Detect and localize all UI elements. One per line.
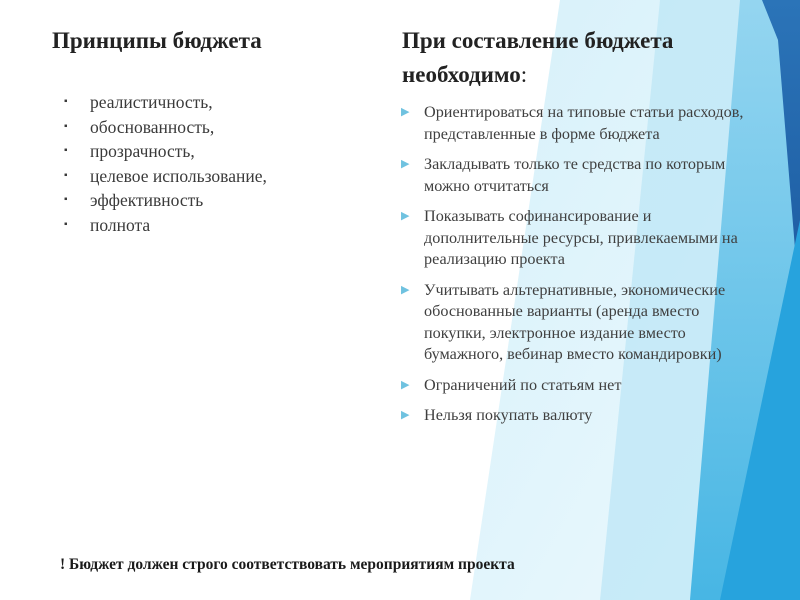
list-item xyxy=(62,90,382,115)
list-item xyxy=(399,154,744,197)
triangle-bullet-icon: ▶ xyxy=(401,409,410,421)
list-item-text: Показывать софинансирование и дополнительные ресурсы, привлекаемыми на реализацию проекта xyxy=(424,207,738,268)
list-item-text: Закладывать только те средства по которым можно отчитаться xyxy=(424,155,726,195)
square-bullet-icon: ▪ xyxy=(64,96,68,107)
square-bullet-icon: ▪ xyxy=(64,169,68,181)
list-item-text: обоснованность, xyxy=(90,116,215,137)
triangle-bullet-icon: ▶ xyxy=(401,283,410,296)
list-item xyxy=(399,102,744,145)
square-bullet-icon: ▪ xyxy=(64,218,68,230)
list-item-text: Ориентироваться на типовые статьи расходов, представленные в форме бюджета xyxy=(424,103,744,143)
principles-list xyxy=(62,90,382,237)
square-bullet-icon: ▪ xyxy=(64,194,68,205)
square-bullet-icon: ▪ xyxy=(64,145,68,156)
triangle-bullet-icon: ▶ xyxy=(401,378,410,391)
right-heading-colon: : xyxy=(520,62,528,87)
list-item-text: реалистичность, xyxy=(90,92,213,112)
right-heading xyxy=(402,24,782,92)
list-item-text: Ограничений по статьям нет xyxy=(424,375,622,394)
triangle-bullet-icon: ▶ xyxy=(401,210,410,222)
list-item xyxy=(62,115,382,140)
triangle-bullet-icon: ▶ xyxy=(401,158,410,170)
list-item-text: эффективность xyxy=(90,190,204,210)
list-item-text: Учитывать альтернативные, экономические обоснованные варианты (аренда вместо покупки, электронное издание вместо бумажного, вебинар вместо командировки) xyxy=(424,280,726,363)
right-heading-text: При составление бюджета необходимо xyxy=(402,28,674,87)
list-item-text: полнота xyxy=(90,214,151,235)
list-item-text: Нельзя покупать валюту xyxy=(424,406,593,424)
requirements-list xyxy=(399,102,744,436)
footer-note: ! Бюджет должен строго соответствовать мероприятиям проекта xyxy=(60,556,515,573)
list-item xyxy=(62,139,382,164)
list-item xyxy=(399,206,744,271)
list-item-text: прозрачность, xyxy=(90,141,195,161)
list-item xyxy=(62,188,382,213)
list-item xyxy=(399,375,744,397)
list-item xyxy=(399,280,744,366)
square-bullet-icon: ▪ xyxy=(64,120,68,132)
left-heading: Принципы бюджета xyxy=(52,28,262,53)
triangle-bullet-icon: ▶ xyxy=(401,106,410,118)
list-item xyxy=(399,405,744,427)
list-item xyxy=(62,213,382,238)
list-item xyxy=(62,164,382,189)
list-item-text: целевое использование, xyxy=(90,165,267,186)
